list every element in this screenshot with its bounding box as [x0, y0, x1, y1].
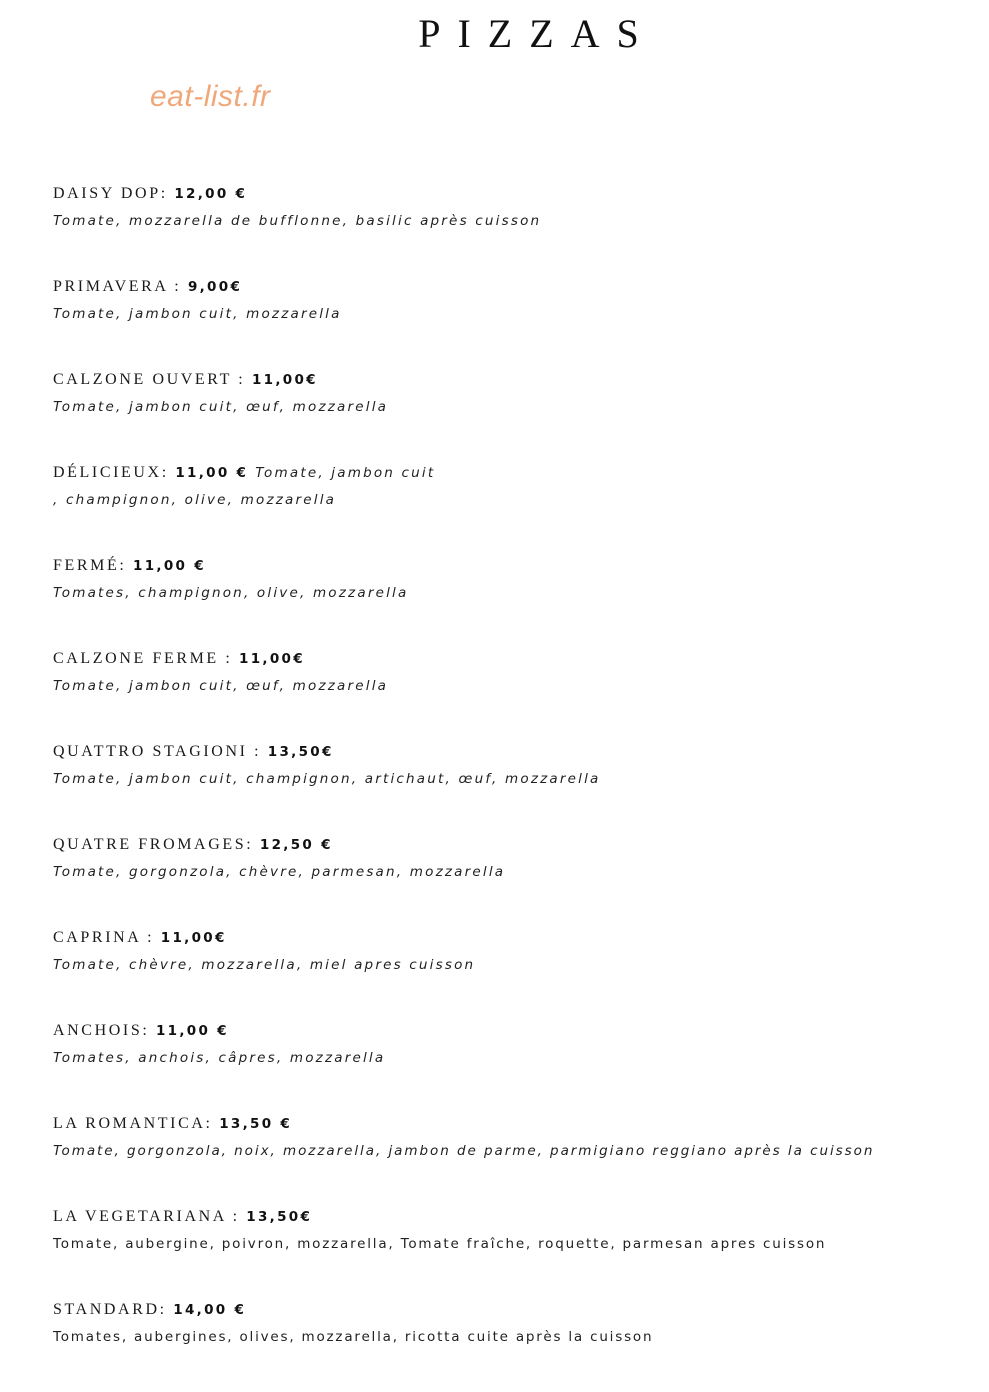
item-description: Tomate, jambon cuit, œuf, mozzarella: [53, 678, 389, 694]
item-price: 11,00 €: [133, 558, 206, 574]
item-name: LA ROMANTICA:: [53, 1115, 220, 1132]
watermark-logo: eat-list.fr: [150, 80, 271, 113]
menu-item-calzone-ouvert: [53, 369, 973, 462]
menu-item-la-romantica: [53, 1113, 973, 1206]
pizza-menu-list: [53, 183, 973, 1392]
menu-item-quattro-stagioni: [53, 741, 973, 834]
item-description: Tomates, champignon, olive, mozzarella: [53, 585, 409, 601]
item-name: PRIMAVERA :: [53, 278, 188, 295]
item-description: Tomate, aubergine, poivron, mozzarella, Tomate fraîche, roquette, parmesan apres cuisson: [53, 1236, 827, 1252]
item-price: 11,00€: [160, 930, 227, 946]
item-name: FERMÉ:: [53, 557, 133, 574]
item-price: 11,00 €: [155, 1023, 229, 1039]
item-description: Tomates, anchois, câpres, mozzarella: [53, 1050, 386, 1066]
item-name: LA VEGETARIANA :: [53, 1208, 247, 1225]
menu-item-primavera: [53, 276, 973, 369]
menu-item-ferme: [53, 555, 973, 648]
item-description: Tomate, gorgonzola, chèvre, parmesan, mozzarella: [53, 864, 506, 880]
menu-item-quatre-fromages: [53, 834, 973, 927]
item-name: CALZONE OUVERT :: [53, 371, 252, 388]
item-price: 11,00€: [251, 372, 318, 388]
item-name: QUATRE FROMAGES:: [53, 836, 260, 853]
menu-item-standard: [53, 1299, 973, 1392]
item-price: 13,50 €: [219, 1116, 293, 1132]
item-description: Tomate, jambon cuit, œuf, mozzarella: [53, 399, 389, 415]
menu-item-daisy-dop: [53, 183, 973, 276]
item-name: STANDARD:: [53, 1301, 174, 1318]
item-description: Tomate, chèvre, mozzarella, miel apres cuisson: [53, 957, 476, 973]
item-name: DÉLICIEUX:: [53, 464, 176, 481]
menu-item-la-vegetariana: [53, 1206, 973, 1299]
menu-item-delicieux: [53, 462, 973, 555]
item-price: 13,50€: [267, 744, 334, 760]
menu-item-calzone-ferme: [53, 648, 973, 741]
page-title: PIZZAS: [418, 11, 656, 56]
item-name: DAISY DOP:: [53, 185, 175, 202]
menu-item-caprina: [53, 927, 973, 1020]
item-price: 9,00€: [187, 279, 243, 295]
item-description: Tomates, aubergines, olives, mozzarella, ricotta cuite après la cuisson: [53, 1329, 654, 1345]
item-price: 11,00 €: [175, 465, 256, 481]
item-description: Tomate, gorgonzola, noix, mozzarella, jambon de parme, parmigiano reggiano après la cuisson: [53, 1143, 875, 1159]
item-price: 12,50 €: [259, 837, 333, 853]
item-description: , champignon, olive, mozzarella: [53, 492, 337, 508]
item-name: QUATTRO STAGIONI :: [53, 743, 268, 760]
item-name: CAPRINA :: [53, 929, 161, 946]
item-name: CALZONE FERME :: [53, 650, 240, 667]
menu-item-anchois: [53, 1020, 973, 1113]
item-description: Tomate, jambon cuit, mozzarella: [53, 306, 342, 322]
item-description: Tomate, mozzarella de bufflonne, basilic après cuisson: [53, 213, 542, 229]
item-description: Tomate, jambon cuit, champignon, artichaut, œuf, mozzarella: [53, 771, 601, 787]
item-price: 13,50€: [246, 1209, 313, 1225]
item-description-inline: Tomate, jambon cuit: [255, 465, 436, 481]
item-price: 12,00 €: [174, 186, 248, 202]
item-name: ANCHOIS:: [53, 1022, 156, 1039]
item-price: 11,00€: [239, 651, 305, 667]
item-price: 14,00 €: [173, 1302, 247, 1318]
